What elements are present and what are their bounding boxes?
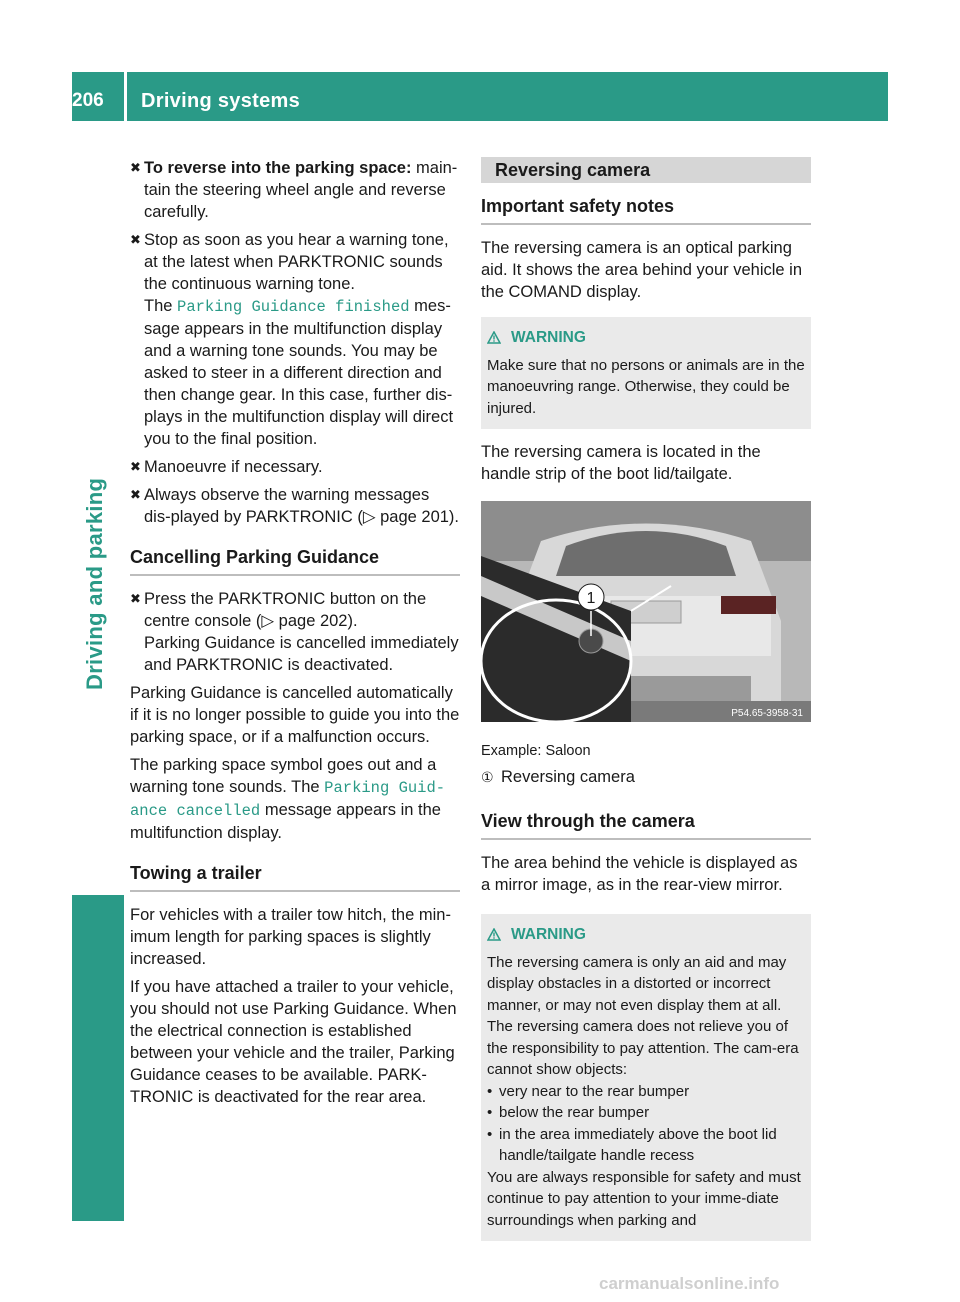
warning-text: Make sure that no persons or animals are in the manoeuvring range. Otherwise, they could be injured. [487, 356, 805, 417]
step-text: mes-sage appears in the multifunction display and a warning tone sounds. You may be asked to steer in a different direction and then change gear. In this case, further dis-plays in the multifunction display will direct you to the final position. [144, 297, 454, 448]
paragraph-text: The parking space symbol goes out and a warning tone sounds. The [130, 756, 437, 796]
car-rear-photo [481, 501, 811, 722]
tow-paragraph: For vehicles with a trailer tow hitch, the min-imum length for parking spaces is slightly increased. [130, 906, 451, 968]
legend-number: ① [481, 769, 494, 785]
paragraph-text: message appears in the multifunction display. [130, 801, 441, 842]
section-title: Driving systems [141, 90, 301, 112]
step-arrow-icon: ✖ [130, 459, 141, 474]
section-band: Reversing camera [481, 157, 811, 183]
display-message: Parking Guidance finished [177, 298, 410, 316]
step-press-button [130, 588, 460, 676]
safety-heading: Important safety notes [481, 195, 811, 225]
header-divider [124, 72, 127, 121]
watermark: carmanualsonline.info [599, 1274, 780, 1293]
bullet-text: below the rear bumper [499, 1104, 650, 1121]
warning-bullet: • below the rear bumper [487, 1104, 650, 1121]
warning-title-text: WARNING [511, 329, 586, 346]
step-text: main-tain the steering wheel angle and reverse carefully. [144, 159, 458, 221]
warning-tail-text: You are always responsible for safety and must continue to pay attention to your imme-diate surroundings when parking and [487, 1168, 801, 1229]
side-tab-label: Driving and parking [82, 477, 107, 690]
page-number: 206 [72, 90, 104, 111]
step-text: Always observe the warning messages dis-played by PARKTRONIC (▷ page 201). [144, 486, 460, 526]
side-tab-block [72, 895, 124, 1221]
tow-paragraph-2: If you have attached a trailer to your vehicle, you should not use Parking Guidance. When the electrical connection is established between your vehicle and the trailer, Parking Guidance ceases to be available. PARK-TRONIC is deactivated for the rear area. [130, 978, 457, 1106]
warning-box [481, 317, 811, 429]
warning-box-2 [481, 914, 811, 1241]
view-paragraph: The area behind the vehicle is displayed as a mirror image, as in the rear-view mirror. [481, 854, 798, 894]
step-arrow-icon: ✖ [130, 232, 141, 247]
step-text: The [144, 297, 178, 315]
warning-triangle-icon [487, 928, 501, 941]
photo-callout-number: 1 [586, 590, 596, 607]
display-message: Parking Guid‐ ance cancelled [130, 779, 446, 820]
step-bold-label: To reverse into the parking space: [144, 159, 412, 177]
cancel-paragraph: Parking Guidance is cancelled automatically if it is no longer possible to guide you into the parking space, or if a malfunction occurs. [130, 684, 460, 746]
warning-title [487, 327, 805, 349]
warning-bullet: • in the area immediately above the boot lid handle/tailgate handle recess [487, 1125, 777, 1164]
safety-paragraph: The reversing camera is an optical parking aid. It shows the area behind your vehicle in the COMAND display. [481, 239, 803, 301]
photo-caption: Example: Saloon [481, 743, 591, 759]
step-text: Manoeuvre if necessary. [144, 458, 323, 476]
bullet-text: in the area immediately above the boot lid handle/tailgate handle recess [499, 1125, 777, 1164]
warning-triangle-icon [487, 331, 501, 344]
step-arrow-icon: ✖ [130, 591, 141, 606]
step-text: Stop as soon as you hear a warning tone, at the latest when PARKTRONIC sounds the continuous warning tone. [144, 231, 449, 293]
left-column [130, 157, 460, 1114]
view-heading: View through the camera [481, 810, 811, 840]
tow-heading: Towing a trailer [130, 862, 460, 892]
bullet-text: very near to the rear bumper [499, 1082, 690, 1100]
legend-text: Reversing camera [501, 768, 635, 786]
warning-title-text: WARNING [511, 926, 586, 943]
legend-item [481, 766, 811, 788]
location-paragraph: The reversing camera is located in the handle strip of the boot lid/tailgate. [481, 443, 761, 483]
step-text: Parking Guidance is cancelled immediately and PARKTRONIC is deactivated. [144, 634, 459, 674]
step-observe [130, 484, 460, 528]
step-arrow-icon: ✖ [130, 487, 141, 502]
cancel-heading: Cancelling Parking Guidance [130, 546, 460, 576]
step-arrow-icon: ✖ [130, 160, 141, 175]
step-manoeuvre [130, 456, 460, 478]
step-text: Press the PARKTRONIC button on the centre console (▷ page 202). [144, 590, 427, 630]
step-stop [130, 229, 460, 450]
step-reverse [130, 157, 460, 223]
cancel-paragraph-2 [130, 754, 460, 844]
right-column [481, 157, 811, 1253]
warning-text: The reversing camera is only an aid and may display obstacles in a distorted or incorrect manner, or may not even display them at all. The reversing camera does not relieve you of the responsibility to pay attention. The cam-era cannot show objects: [487, 953, 799, 1078]
photo-code: P54.65-3958-31 [731, 708, 803, 719]
warning-bullet: • very near to the rear bumper [487, 1082, 690, 1100]
warning-title [487, 924, 805, 946]
